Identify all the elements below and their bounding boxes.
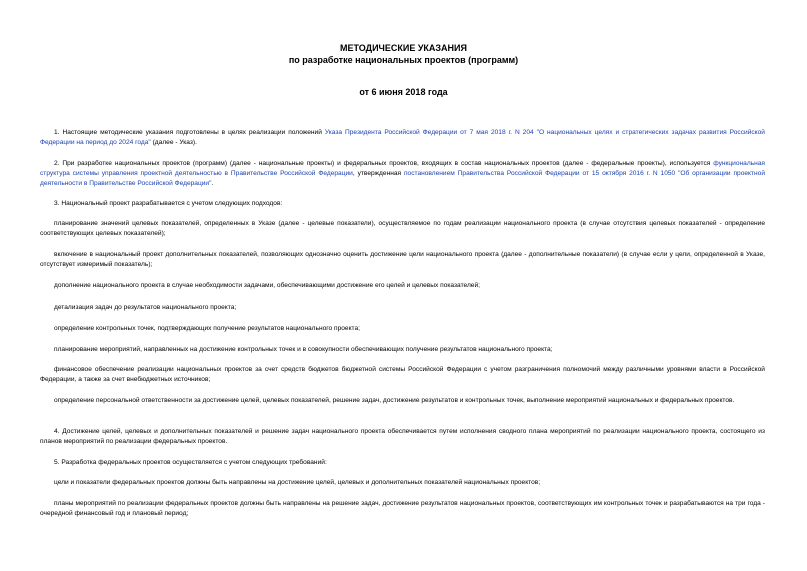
paragraph-2-text-before: 2. При разработке национальных проектов (программ) (далее - национальные проекты) и федеральных проектов, входящих в состав национальных проектов (далее - федеральные проекты), используется [54,160,714,167]
paragraph-3: 3. Национальный проект разрабатывается с учетом следующих подходов: [54,200,283,207]
list-item: планирование значений целевых показателей, определенных в Указе (далее - целевые показатели), осуществляемое по годам реализации национального проекта (в случае отсутствия целевых показателей - определение соответствующих целевых показателей); [40,220,765,237]
list-item: включение в национальный проект дополнительных показателей, позволяющих однозначно оценить достижение цели национального проекта (далее - дополнительные показатели) (в случае если у цели, определенной в Указе, отсутствует измеримый показатель); [40,251,765,268]
list-item: планы мероприятий по реализации федеральных проектов должны быть направлены на решение задач, достижение результатов национальных проектов, соответствующих им контрольных точек и разрабатываются на три года - очередной финансовый год и плановый период; [40,500,765,517]
paragraph-1 [40,128,765,148]
list-item: цели и показатели федеральных проектов должны быть направлены на достижение целей, целевых и дополнительных показателей национальных проектов; [54,479,541,486]
paragraph-5: 5. Разработка федеральных проектов осуществляется с учетом следующих требований: [54,459,327,466]
list-item: детализация задач до результатов национального проекта; [54,304,237,311]
list-item: дополнение национального проекта в случае необходимости задачами, обеспечивающими достижение его целей и целевых показателей; [54,282,480,289]
paragraph-1-text-after: (далее - Указ). [150,139,197,146]
document-date: от 6 июня 2018 года [359,87,448,97]
paragraph-2 [40,159,765,189]
paragraph-2-text-after: . [211,180,214,187]
resolution-1050-link[interactable]: постановлением Правительства Российской Федерации от 15 октября 2016 г. N 1050 "Об организации проектной деятельности в Правительстве Российской Федерации" [40,170,765,187]
list-item: планирование мероприятий, направленных на достижение контрольных точек и в совокупности обеспечивающих получение результатов национального проекта; [54,346,553,353]
paragraph-1-text-before: 1. Настоящие методические указания подготовлены в целях реализации положений [54,129,325,136]
document-subtitle: по разработке национальных проектов (программ) [288,55,519,65]
list-item: определение персональной ответственности за достижение целей, целевых показателей, решение задач, достижение результатов и контрольных точек, выполнение мероприятий национальных и федеральных проектов. [54,397,735,404]
paragraph-4: 4. Достижение целей, целевых и дополнительных показателей и решение задач национального проекта обеспечивается путем исполнения сводного плана мероприятий по реализации национального проекта, состоящего из планов мероприятий по реализации федеральных проектов. [40,428,765,445]
paragraph-2-text-middle: , утвержденная [352,170,404,177]
list-item: определение контрольных точек, подтверждающих получение результатов национального проекта; [54,325,360,332]
functional-structure-link[interactable]: функциональная структура системы управления проектной деятельностью в Правительстве Российской Федерации [40,160,765,177]
decree-204-link[interactable]: Указа Президента Российской Федерации от 7 мая 2018 г. N 204 "О национальных целях и стратегических задачах развития Российской Федерации на период до 2024 года" [40,129,765,146]
list-item: финансовое обеспечение реализации национальных проектов за счет средств бюджетов бюджетной системы Российской Федерации с учетом разграничения полномочий между различными уровнями власти в Российской Федерации, а также за счет внебюджетных источников; [40,366,765,383]
document-title: МЕТОДИЧЕСКИЕ УКАЗАНИЯ [340,43,467,53]
